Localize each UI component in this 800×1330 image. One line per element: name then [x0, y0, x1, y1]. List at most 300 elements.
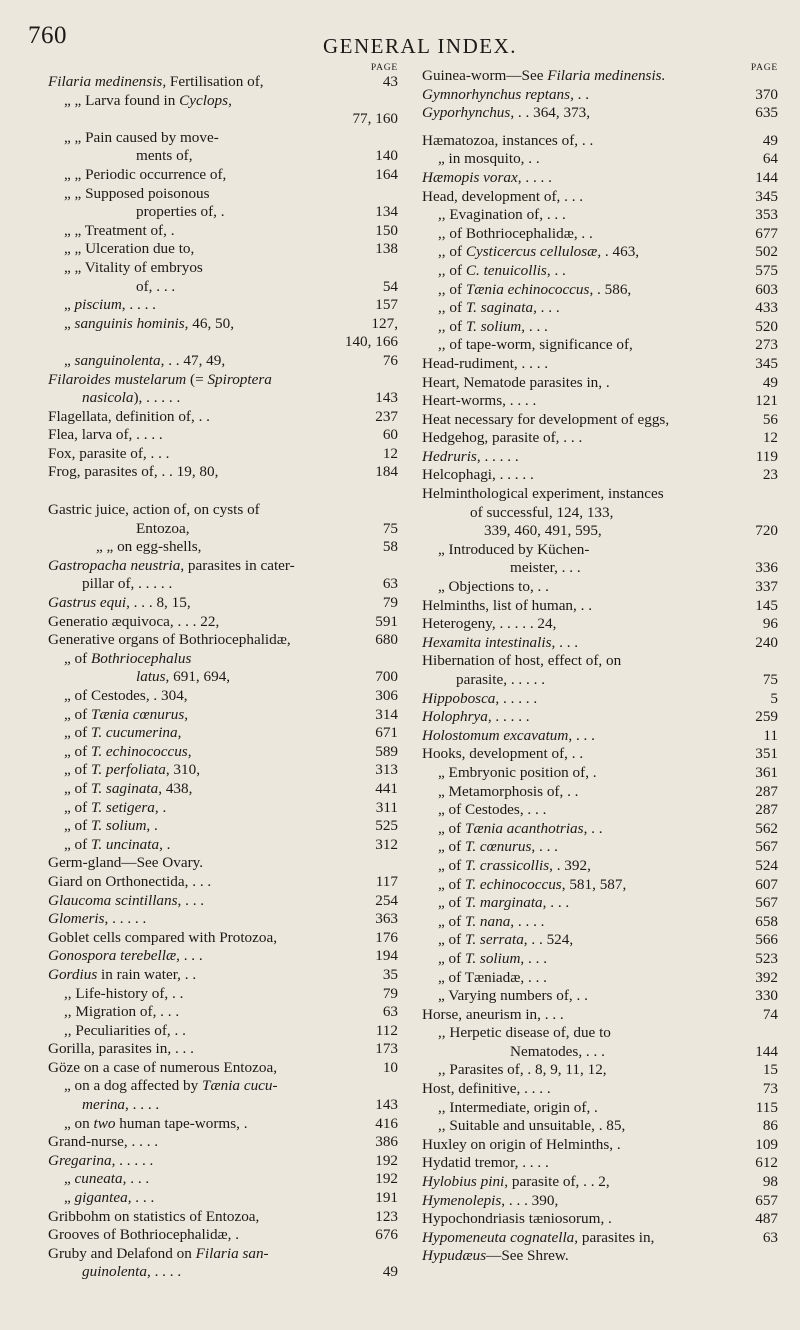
index-entry [48, 520, 398, 539]
index-entry [48, 836, 398, 855]
entry-page-number: 671 [375, 724, 398, 742]
index-entry [48, 278, 398, 297]
entry-text: Hippobosca, . . . . . [422, 689, 538, 707]
entry-page-number: 337 [755, 578, 778, 596]
index-entry [422, 1229, 778, 1248]
entry-page-number: 73 [762, 1080, 778, 1098]
entry-text: Hedgehog, parasite of, . . . [422, 429, 583, 447]
entry-text: „ of Tæniadæ, . . . [438, 968, 547, 986]
entry-text: „ of Tænia cœnurus, [64, 705, 189, 723]
entry-text: Hymenolepis, . . . 390, [422, 1191, 559, 1209]
index-entry [48, 389, 398, 408]
index-entry [48, 408, 398, 427]
entry-page-number: 416 [375, 1114, 398, 1132]
entry-page-number: 658 [755, 912, 778, 930]
entry-text: Generatio æquivoca, . . . 22, [48, 612, 220, 630]
index-entry [48, 185, 398, 204]
index-entry [48, 575, 398, 594]
index-entry [48, 1208, 398, 1227]
entry-page-number: 700 [375, 668, 398, 686]
entry-text: Huxley on origin of Helminths, . [422, 1135, 621, 1153]
entry-text: Helminthological experiment, instances [422, 485, 664, 503]
entry-page-number: 336 [755, 559, 778, 577]
entry-text: ,, Evagination of, . . . [438, 206, 566, 224]
index-entry [422, 67, 778, 86]
index-entry [48, 1263, 398, 1282]
index-entry [48, 129, 398, 148]
index-entry [48, 873, 398, 892]
index-entry [422, 876, 778, 895]
index-entry [422, 1192, 778, 1211]
index-entry [422, 987, 778, 1006]
index-entry [48, 817, 398, 836]
entry-page-number: 98 [762, 1173, 778, 1191]
entry-page-number: 49 [382, 1263, 398, 1281]
entry-text: „ cuneata, . . . [64, 1170, 150, 1188]
running-head: GENERAL INDEX. [322, 34, 518, 58]
entry-page-number: 157 [375, 296, 398, 314]
entry-text: „ „ Supposed poisonous [64, 184, 210, 202]
entry-page-number: 677 [755, 224, 778, 242]
entry-page-number: 314 [375, 705, 398, 723]
entry-page-number: 164 [375, 165, 398, 183]
entry-text: Generative organs of Bothriocephalidæ, [48, 631, 291, 649]
entry-page-number: 392 [755, 968, 778, 986]
entry-text: „ of T. setigera, . [64, 798, 167, 816]
entry-text: Hylobius pini, parasite of, . . 2, [422, 1173, 610, 1191]
entry-page-number: 313 [375, 761, 398, 779]
entry-page-number: 109 [755, 1135, 778, 1153]
entry-page-number: 524 [755, 856, 778, 874]
entry-text: Heterogeny, . . . . . 24, [422, 615, 557, 633]
index-entry [422, 1154, 778, 1173]
entry-text: „ sanguinolenta, . . 47, 49, [64, 351, 226, 369]
entry-text: Gordius in rain water, . . [48, 965, 197, 983]
entry-text: „ „ Pain caused by move- [64, 128, 219, 146]
index-entry [422, 169, 778, 188]
index-entry [48, 910, 398, 929]
index-entry [48, 724, 398, 743]
index-entry [422, 708, 778, 727]
index-entry [48, 445, 398, 464]
entry-text: ,, of Tænia echinococcus, . 586, [438, 280, 632, 298]
entry-page-number: 363 [375, 910, 398, 928]
index-entry [48, 1022, 398, 1041]
entry-page-number: 591 [375, 612, 398, 630]
section-gap [48, 482, 398, 501]
entry-page-number: 287 [755, 782, 778, 800]
entry-text: meister, . . . [510, 559, 581, 577]
entry-text: Horse, aneurism in, . . . [422, 1005, 564, 1023]
index-entry [48, 1245, 398, 1264]
entry-page-number: 60 [382, 426, 398, 444]
index-entry [422, 1006, 778, 1025]
entry-page-number: 273 [755, 336, 778, 354]
entry-page-number: 680 [375, 631, 398, 649]
entry-page-number: 96 [762, 615, 778, 633]
index-entry [422, 764, 778, 783]
entry-text: „ of T. echinococcus, 581, 587, [438, 875, 627, 893]
entry-text: Helminths, list of human, . . [422, 596, 593, 614]
index-entry [422, 1210, 778, 1229]
index-entry [422, 243, 778, 262]
index-entry [422, 857, 778, 876]
entry-page-number: 311 [375, 798, 398, 816]
index-entry [422, 429, 778, 448]
index-entry [422, 411, 778, 430]
index-entry [422, 522, 778, 541]
entry-page-number: 119 [755, 447, 778, 465]
index-entry [422, 1136, 778, 1155]
entry-page-number: 54 [382, 277, 398, 295]
entry-text: „ „ on egg-shells, [96, 538, 202, 556]
index-entry [48, 1152, 398, 1171]
index-entry [48, 631, 398, 650]
index-entry [48, 1189, 398, 1208]
entry-page-number: 259 [755, 708, 778, 726]
entry-text: „ „ Periodic occurrence of, [64, 165, 227, 183]
entry-page-number: 11 [763, 726, 778, 744]
entry-text: Gymnorhynchus reptans, . . [422, 85, 590, 103]
index-entry [48, 240, 398, 259]
entry-text: of, . . . [136, 277, 176, 295]
entry-page-number: 144 [755, 1042, 778, 1060]
entry-page-number: 63 [382, 575, 398, 593]
index-entry [422, 448, 778, 467]
entry-page-number: 589 [375, 742, 398, 760]
entry-text: ,, of Bothriocephalidæ, . . [438, 224, 593, 242]
entry-page-number: 123 [375, 1207, 398, 1225]
index-entry [48, 668, 398, 687]
entry-page-number: 433 [755, 299, 778, 317]
index-entry [422, 597, 778, 616]
index-entry [422, 485, 778, 504]
entry-text: Nematodes, . . . [510, 1042, 605, 1060]
index-entry [422, 1117, 778, 1136]
entry-page-number: 144 [755, 168, 778, 186]
entry-text: „ on a dog affected by Tænia cucu- [64, 1077, 278, 1095]
entry-page-number: 12 [382, 444, 398, 462]
entry-page-number: 607 [755, 875, 778, 893]
index-entry [422, 950, 778, 969]
index-entry [48, 92, 398, 111]
entry-text: ,, of Cysticercus cellulosæ, . 463, [438, 243, 640, 261]
entry-text: „ of T. perfoliata, 310, [64, 761, 200, 779]
entry-text: „ of T. solium, . [64, 817, 158, 835]
index-entry [48, 780, 398, 799]
entry-page-number: 567 [755, 894, 778, 912]
index-entry [48, 538, 398, 557]
entry-text: Glomeris, . . . . . [48, 910, 147, 928]
entry-text: „ of T. crassicollis, . 392, [438, 856, 591, 874]
entry-text: Flea, larva of, . . . . [48, 426, 163, 444]
entry-text: Gyporhynchus, . . 364, 373, [422, 104, 591, 122]
index-entry [48, 1003, 398, 1022]
entry-text: „ of Cestodes, . . . [438, 801, 547, 819]
entry-text: Giard on Orthonectida, . . . [48, 872, 212, 890]
entry-text: „ of T. uncinata, . [64, 835, 171, 853]
index-entry [422, 783, 778, 802]
index-entry [48, 854, 398, 873]
entry-text: Grooves of Bothriocephalidæ, . [48, 1226, 240, 1244]
entry-text: Gorilla, parasites in, . . . [48, 1040, 194, 1058]
entry-text: „ of T. solium, . . . [438, 949, 547, 967]
entry-page-number: 49 [762, 373, 778, 391]
entry-text: „ gigantea, . . . [64, 1189, 155, 1207]
entry-text: „ of T. saginata, 438, [64, 779, 193, 797]
index-entry [422, 150, 778, 169]
index-entry [48, 259, 398, 278]
entry-page-number: 192 [375, 1151, 398, 1169]
entry-text: ,, Peculiarities of, . . [64, 1021, 186, 1039]
entry-text: Göze on a case of numerous Entozoa, [48, 1058, 277, 1076]
index-entry [48, 110, 398, 129]
entry-page-number: 49 [762, 131, 778, 149]
entry-page-number: 487 [755, 1210, 778, 1228]
entry-text: „ sanguinis hominis, 46, 50, [64, 314, 235, 332]
index-entry [422, 104, 778, 123]
entry-text: Filaria medinensis, Fertilisation of, [48, 73, 264, 90]
index-entry [422, 466, 778, 485]
entry-page-number: 635 [755, 104, 778, 122]
index-entry [422, 1247, 778, 1266]
entry-text: ,, of T. solium, . . . [438, 317, 548, 335]
index-entry [48, 743, 398, 762]
index-entry [48, 463, 398, 482]
index-entry [422, 262, 778, 281]
index-entry [48, 1077, 398, 1096]
entry-page-number: 74 [762, 1005, 778, 1023]
entry-page-number: 657 [755, 1191, 778, 1209]
entry-text: latus, 691, 694, [136, 668, 231, 686]
entry-page-number: 143 [375, 1096, 398, 1114]
page-column-label: PAGE [370, 63, 398, 73]
index-entry [48, 892, 398, 911]
index-entry [422, 894, 778, 913]
entry-page-number: 345 [755, 187, 778, 205]
entry-page-number: 441 [375, 779, 398, 797]
index-entry [48, 315, 398, 334]
entry-text: „ of T. marginata, . . . [438, 894, 570, 912]
entry-text: „ of T. serrata, . . 524, [438, 931, 574, 949]
index-entries-right [422, 67, 778, 1266]
entry-page-number: 566 [755, 931, 778, 949]
index-entry [48, 966, 398, 985]
index-entry [422, 206, 778, 225]
index-entry [422, 1099, 778, 1118]
entry-page-number: 567 [755, 838, 778, 856]
entry-text: Hypudæus—See Shrew. [422, 1247, 569, 1265]
index-entry [422, 931, 778, 950]
entry-page-number: 112 [375, 1021, 398, 1039]
index-entry [422, 559, 778, 578]
index-entry [422, 652, 778, 671]
entry-text: „ of Tænia acanthotrias, . . [438, 819, 603, 837]
entry-page-number: 386 [375, 1133, 398, 1151]
page-column-label: PAGE [750, 63, 778, 73]
section-gap [422, 123, 778, 132]
index-entry [48, 687, 398, 706]
index-entry [422, 225, 778, 244]
index-entry [422, 690, 778, 709]
entry-text: Filaroides mustelarum (= Spiroptera [48, 370, 272, 388]
entry-page-number: 117 [375, 872, 398, 890]
entry-page-number: 676 [375, 1226, 398, 1244]
entry-page-number: 140, 166 [344, 333, 398, 351]
entry-text: Flagellata, definition of, . . [48, 407, 210, 425]
entry-text: „ „ Ulceration due to, [64, 240, 195, 258]
entry-page-number: 12 [762, 429, 778, 447]
entry-page-number: 192 [375, 1170, 398, 1188]
entry-page-number: 353 [755, 206, 778, 224]
entry-text: „ of T. cucumerina, [64, 724, 182, 742]
index-entries-left [48, 73, 398, 1282]
entry-text: Frog, parasites of, . . 19, 80, [48, 463, 219, 481]
index-entry [422, 634, 778, 653]
index-entry [48, 1226, 398, 1245]
entry-page-number: 35 [382, 965, 398, 983]
entry-text: „ Varying numbers of, . . [438, 987, 588, 1005]
entry-text: of successful, 124, 133, [470, 503, 614, 521]
entry-page-number: 176 [375, 928, 398, 946]
entry-text: merina, . . . . [82, 1096, 160, 1114]
entry-page-number: 145 [755, 596, 778, 614]
index-entry [48, 1115, 398, 1134]
entry-text: Host, definitive, . . . . [422, 1080, 551, 1098]
entry-text: 339, 460, 491, 595, [484, 522, 602, 540]
index-entry [422, 615, 778, 634]
index-entry [422, 820, 778, 839]
entry-text: „ „ Larva found in Cyclops, [64, 91, 232, 109]
entry-page-number: 523 [755, 949, 778, 967]
entry-page-number: 63 [382, 1003, 398, 1021]
entry-text: Germ-gland—See Ovary. [48, 854, 204, 872]
entry-text: properties of, . [136, 203, 225, 221]
index-entry [48, 947, 398, 966]
entry-page-number: 306 [375, 687, 398, 704]
entry-text: Grand-nurse, . . . . [48, 1133, 159, 1151]
index-column-left [48, 62, 398, 1282]
entry-text: ,, Life-history of, . . [64, 984, 184, 1002]
index-entry [48, 761, 398, 780]
entry-text: Head-rudiment, . . . . [422, 354, 549, 372]
entry-text: „ Embryonic position of, . [438, 763, 597, 781]
entry-text: Head, development of, . . . [422, 187, 584, 205]
index-entry [48, 799, 398, 818]
index-entry [48, 73, 398, 92]
index-entry [422, 1024, 778, 1043]
entry-page-number: 287 [755, 801, 778, 819]
index-entry [48, 166, 398, 185]
entry-page-number: 75 [382, 519, 398, 537]
entry-text: Holophrya, . . . . . [422, 708, 530, 726]
entry-page-number: 254 [375, 891, 398, 909]
entry-text: ,, of T. saginata, . . . [438, 299, 560, 317]
entry-text: ments of, [136, 147, 193, 165]
entry-page-number: 79 [382, 594, 398, 612]
entry-text: „ of T. cœnurus, . . . [438, 838, 558, 856]
entry-text: Gruby and Delafond on Filaria san- [48, 1244, 269, 1262]
entry-text: Heat necessary for development of eggs, [422, 410, 670, 428]
entry-text: Holostomum excavatum, . . . [422, 726, 595, 744]
entry-page-number: 370 [755, 85, 778, 103]
entry-text: Helcophagi, . . . . . [422, 466, 534, 484]
index-entry [48, 333, 398, 352]
entry-text: ,, Migration of, . . . [64, 1003, 180, 1021]
index-entry [422, 838, 778, 857]
entry-page-number: 75 [762, 671, 778, 688]
entry-text: ,, Suitable and unsuitable, . 85, [438, 1117, 626, 1135]
entry-page-number: 312 [375, 835, 398, 853]
index-entry [422, 374, 778, 393]
entry-page-number: 79 [382, 984, 398, 1002]
entry-text: Hæmopis vorax, . . . . [422, 168, 552, 186]
index-entry [422, 969, 778, 988]
index-entry [422, 1173, 778, 1192]
index-entry [422, 318, 778, 337]
entry-text: Gastric juice, action of, on cysts of [48, 501, 260, 519]
entry-page-number: 5 [770, 689, 778, 707]
index-entry [422, 578, 778, 597]
entry-text: Gastropacha neustria, parasites in cater- [48, 556, 295, 574]
entry-page-number: 502 [755, 243, 778, 261]
index-entry [422, 745, 778, 764]
entry-text: Hexamita intestinalis, . . . [422, 633, 579, 651]
entry-page-number: 612 [755, 1154, 778, 1172]
entry-page-number: 603 [755, 280, 778, 298]
entry-text: pillar of, . . . . . [82, 575, 173, 593]
entry-page-number: 173 [375, 1040, 398, 1058]
index-entry [48, 985, 398, 1004]
entry-page-number: 43 [382, 73, 398, 90]
entry-text: ,, Parasites of, . 8, 9, 11, 12, [438, 1061, 607, 1079]
index-column-right [422, 62, 778, 1266]
entry-page-number: 720 [755, 522, 778, 540]
entry-text: nasicola), . . . . . [82, 389, 181, 407]
index-entry [422, 671, 778, 690]
entry-text: ,, Herpetic disease of, due to [438, 1024, 611, 1042]
entry-page-number: 194 [375, 947, 398, 965]
entry-page-number: 191 [375, 1189, 398, 1207]
index-entry [422, 188, 778, 207]
entry-text: Gastrus equi, . . . 8, 15, [48, 594, 191, 612]
index-entry [422, 355, 778, 374]
entry-text: Hooks, development of, . . [422, 745, 584, 763]
index-entry [422, 1080, 778, 1099]
entry-page-number: 345 [755, 354, 778, 372]
entry-page-number: 143 [375, 389, 398, 407]
entry-text: ,, of tape-worm, significance of, [438, 336, 633, 354]
entry-text: „ piscium, . . . . [64, 296, 156, 314]
entry-text: „ on two human tape-worms, . [64, 1114, 248, 1132]
index-entry [48, 501, 398, 520]
entry-text: „ in mosquito, . . [438, 150, 540, 168]
index-entry [422, 727, 778, 746]
index-entry [48, 1059, 398, 1078]
index-entry [48, 557, 398, 576]
entry-page-number: 351 [755, 745, 778, 763]
index-entry [48, 222, 398, 241]
index-entry [422, 281, 778, 300]
entry-text: „ Objections to, . . [438, 578, 549, 596]
index-entry [422, 801, 778, 820]
index-entry [48, 352, 398, 371]
entry-text: Guinea-worm—See Filaria medinensis. [422, 67, 666, 84]
index-entry [48, 650, 398, 669]
entry-text: Gregarina, . . . . . [48, 1151, 154, 1169]
entry-text: „ Introduced by Küchen- [438, 540, 590, 558]
entry-page-number: 134 [375, 203, 398, 221]
